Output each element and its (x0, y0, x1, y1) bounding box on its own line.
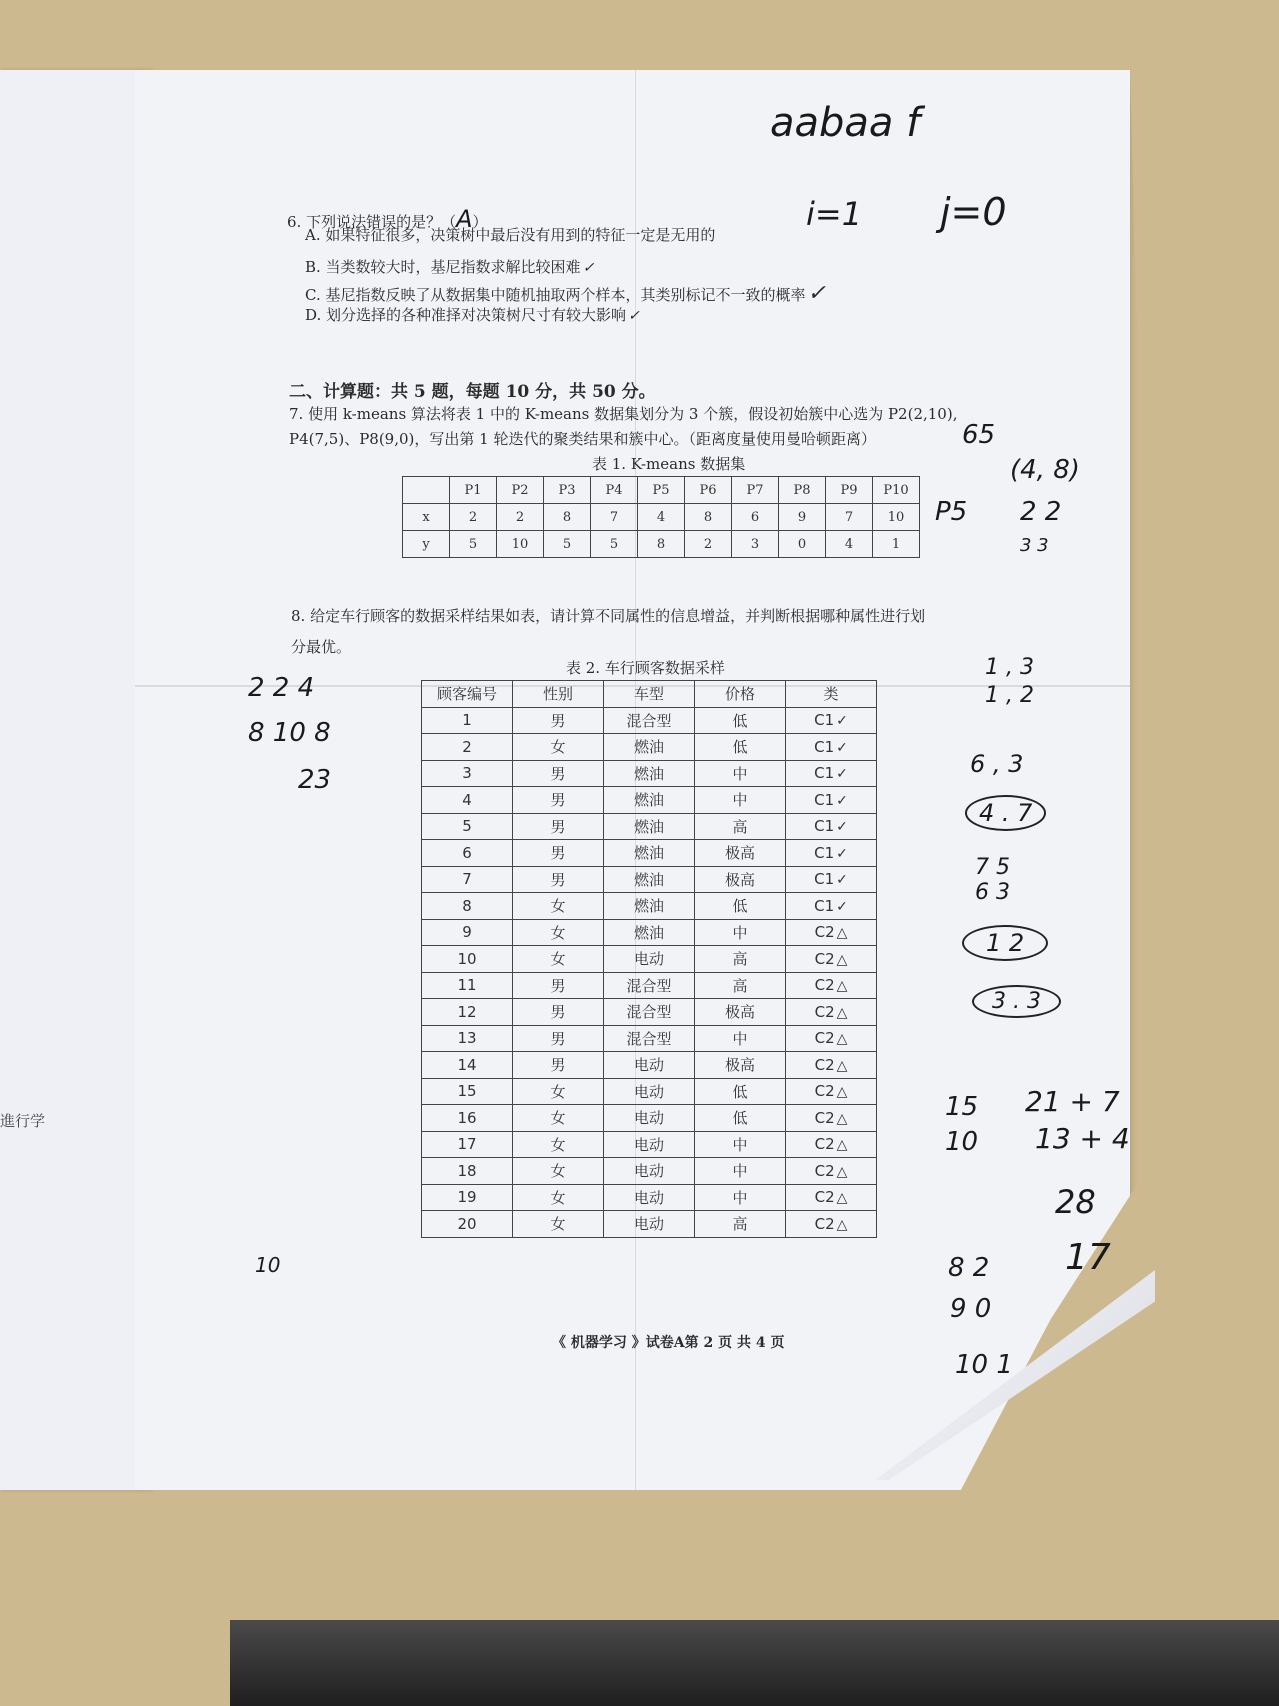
table-header-row: 顾客编号 性别 车型 价格 类 (422, 681, 877, 708)
table-row: 19 女 电动 中 C2 △ (422, 1184, 877, 1211)
check-icon: ✓ (836, 898, 848, 915)
check-icon: ✓ (836, 713, 848, 730)
handwriting-33-circled: 3 . 3 (972, 985, 1061, 1018)
table-1-caption: 表 1. K-means 数据集 (592, 455, 746, 473)
handwriting-p5: P5 (935, 497, 968, 527)
handwriting-15: 15 (945, 1092, 979, 1122)
table-row: 13 男 混合型 中 C2 △ (422, 1025, 877, 1052)
triangle-icon: △ (836, 1216, 848, 1233)
table-row: 7 男 燃油 极高 C1 ✓ (422, 866, 877, 893)
handwriting-47-circled: 4 . 7 (965, 795, 1046, 831)
handwriting-10b: 10 (255, 1253, 281, 1277)
handwriting-13-4: 13 + 4 (1035, 1122, 1130, 1155)
check-icon: ✓ (836, 766, 848, 783)
handwriting-9-0: 9 0 (950, 1294, 992, 1324)
handwriting-21-7: 21 + 7 (1025, 1085, 1120, 1118)
table-row: 15 女 电动 低 C2 △ (422, 1078, 877, 1105)
table-header-row: P1 P2 P3 P4 P5 P6 P7 P8 P9 P10 (403, 477, 920, 504)
handwriting-13: 1 , 3 (985, 655, 1034, 680)
check-icon: ✓ (836, 792, 848, 809)
handwriting-10: 10 (945, 1127, 979, 1157)
table-row: 6 男 燃油 极高 C1 ✓ (422, 840, 877, 867)
triangle-icon: △ (836, 1004, 848, 1021)
triangle-icon: △ (836, 1163, 848, 1180)
table-row: 18 女 电动 中 C2 △ (422, 1158, 877, 1185)
kmeans-table (402, 476, 920, 558)
triangle-icon: △ (836, 925, 848, 942)
q7-line-1: 7. 使用 k-means 算法将表 1 中的 K-means 数据集划分为 3 个簇，假设初始簇中心选为 P2(2,10), (289, 405, 958, 423)
check-icon: ✓ (836, 739, 848, 756)
table-row: 9 女 燃油 中 C2 △ (422, 919, 877, 946)
left-page (0, 70, 151, 1490)
q8-line-1: 8. 给定车行顾客的数据采样结果如表，请计算不同属性的信息增益，并判断根据哪种属性进行划 (291, 607, 926, 625)
q6-stem: 6. 下列说法错误的是？（A） (287, 205, 488, 233)
table-row: 4 男 燃油 中 C1 ✓ (422, 787, 877, 814)
handwriting-8-2: 8 2 (948, 1253, 990, 1283)
triangle-icon: △ (836, 978, 848, 995)
table-row: x 2 2 8 7 4 8 6 9 7 10 (403, 504, 920, 531)
handwriting-12-circled: 1 2 (962, 925, 1048, 961)
q6-option-d: D. 划分选择的各种准择对决策树尺寸有较大影响 ✓ (305, 306, 640, 324)
check-icon: ✓ (807, 281, 826, 306)
table-row: 14 男 电动 极高 C2 △ (422, 1052, 877, 1079)
table-row: 11 男 混合型 高 C2 △ (422, 972, 877, 999)
handwriting-224: 2 2 4 (248, 673, 315, 703)
table-row: 1 男 混合型 低 C1 ✓ (422, 707, 877, 734)
handwriting-33: 3 3 (1020, 535, 1049, 556)
handwriting-65: 65 (962, 420, 996, 450)
table-row: 17 女 电动 中 C2 △ (422, 1131, 877, 1158)
q7-line-2: P4(7,5)、P8(9,0)，写出第 1 轮迭代的聚类结果和簇中心。（距离度量使用曼哈顿距离） (289, 430, 876, 448)
table-row: 8 女 燃油 低 C1 ✓ (422, 893, 877, 920)
handwriting-28: 28 (1055, 1183, 1096, 1221)
handwriting-23: 23 (298, 765, 332, 795)
handwriting-i: i=1 (806, 195, 863, 233)
triangle-icon: △ (836, 1137, 848, 1154)
handwriting-63b: 6 3 (975, 880, 1010, 905)
handwriting-48: (4, 8) (1010, 455, 1080, 485)
handwriting-63: 6 , 3 (970, 750, 1024, 778)
left-page-fragment: 進行学 (0, 1112, 46, 1130)
triangle-icon: △ (836, 1057, 848, 1074)
handwriting-top: aabaa f (770, 100, 921, 146)
check-icon: ✓ (836, 872, 848, 889)
page-footer: 《 机器学习 》试卷A第 2 页 共 4 页 (552, 1335, 785, 1351)
q6-option-a: A. 如果特征很多，决策树中最后没有用到的特征一定是无用的 (305, 226, 716, 244)
handwriting-17: 17 (1065, 1237, 1111, 1278)
q6-option-c: C. 基尼指数反映了从数据集中随机抽取两个样本，其类别标记不一致的概率✓ (305, 281, 826, 306)
q6-option-b: B. 当类数较大时，基尼指数求解比较困难 ✓ (305, 258, 595, 276)
table-row: 2 女 燃油 低 C1 ✓ (422, 734, 877, 761)
handwriting-10-1: 10 1 (955, 1350, 1013, 1380)
table-row: 5 男 燃油 高 C1 ✓ (422, 813, 877, 840)
desk-shadow (230, 1620, 1279, 1706)
check-icon: ✓ (836, 845, 848, 862)
handwriting-75: 7 5 (975, 855, 1010, 880)
handwriting-22: 2 2 (1020, 497, 1062, 527)
check-icon: ✓ (836, 819, 848, 836)
q8-line-2: 分最优。 (291, 638, 352, 656)
handwriting-j: j=0 (940, 190, 1007, 234)
table-2-caption: 表 2. 车行顾客数据采样 (566, 659, 725, 677)
customer-table (421, 680, 877, 1238)
triangle-icon: △ (836, 1084, 848, 1101)
table-row: 10 女 电动 高 C2 △ (422, 946, 877, 973)
triangle-icon: △ (836, 1031, 848, 1048)
check-icon: ✓ (628, 308, 640, 324)
table-row: 20 女 电动 高 C2 △ (422, 1211, 877, 1238)
table-row: 16 女 电动 低 C2 △ (422, 1105, 877, 1132)
table-row: 3 男 燃油 中 C1 ✓ (422, 760, 877, 787)
table-row: y 5 10 5 5 8 2 3 0 4 1 (403, 531, 920, 558)
handwriting-8108: 8 10 8 (248, 718, 331, 748)
triangle-icon: △ (836, 1110, 848, 1127)
check-icon: ✓ (582, 260, 595, 276)
triangle-icon: △ (836, 951, 848, 968)
triangle-icon: △ (836, 1190, 848, 1207)
section-2-title: 二、计算题：共 5 题，每题 10 分，共 50 分。 (289, 382, 656, 402)
table-row: 12 男 混合型 极高 C2 △ (422, 999, 877, 1026)
handwriting-12: 1 , 2 (985, 683, 1034, 708)
